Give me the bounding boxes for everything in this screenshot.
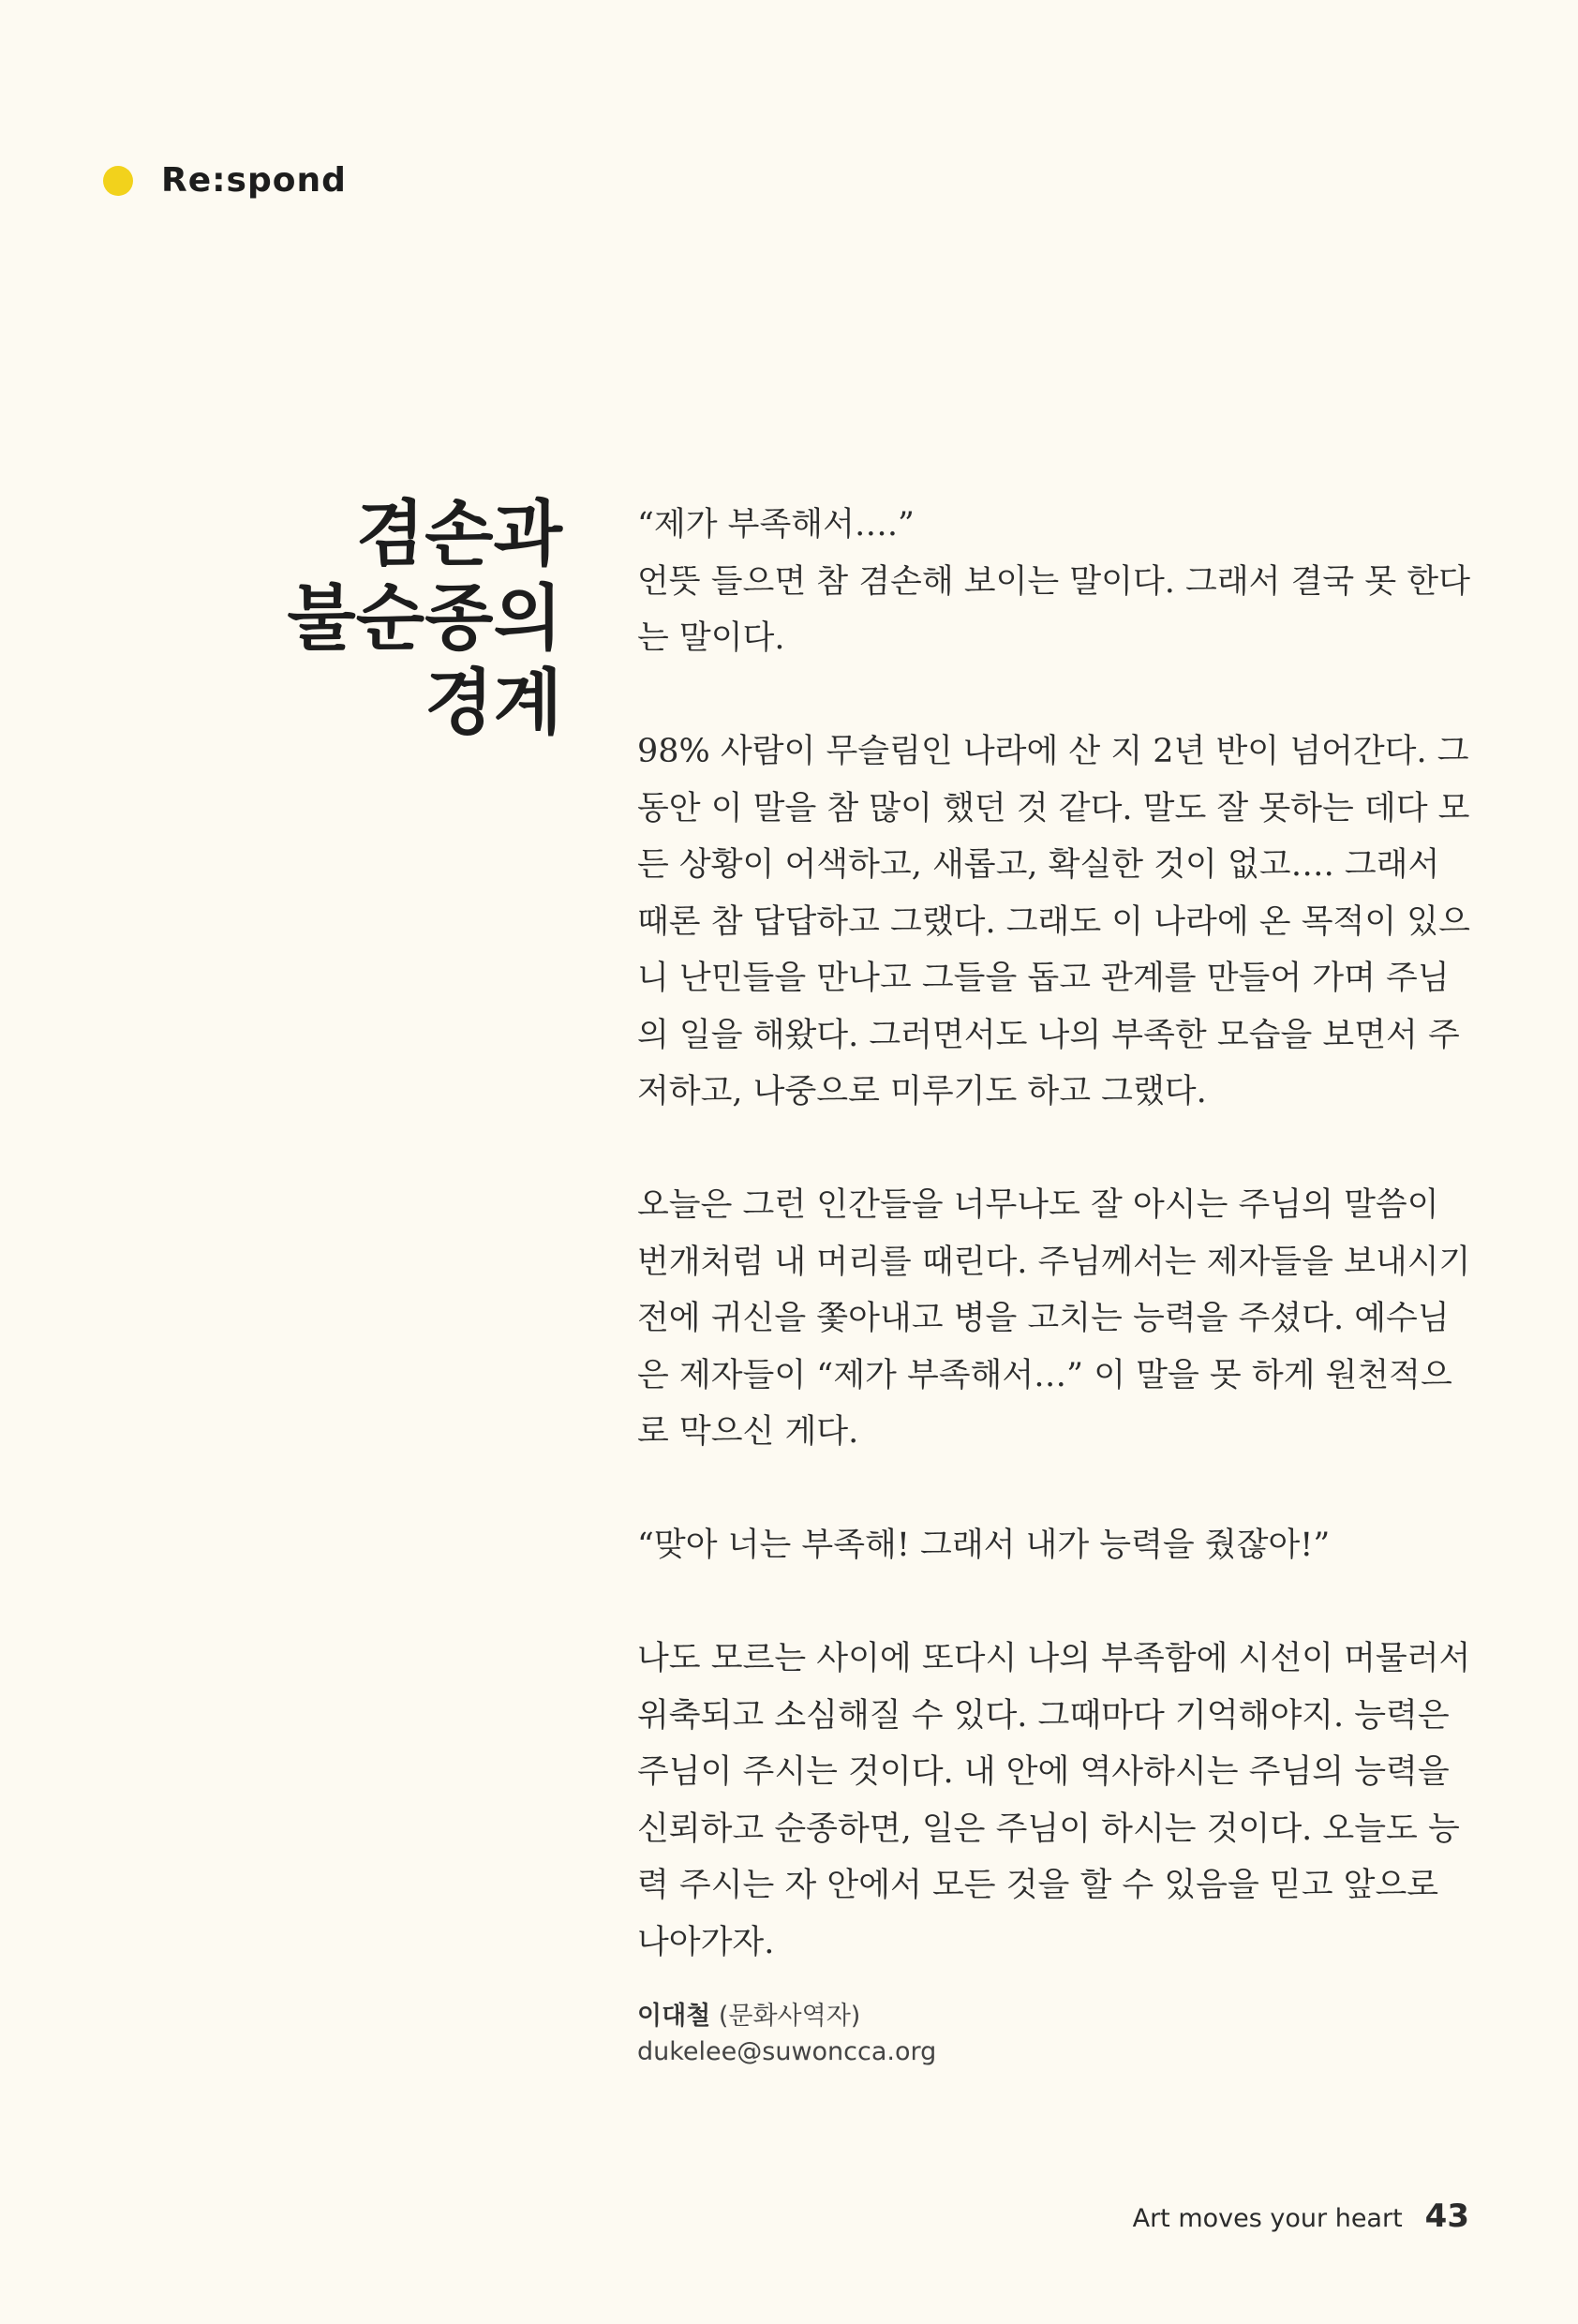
page-footer <box>1133 2197 1469 2235</box>
section-label: Re:spond <box>161 161 347 200</box>
author-role: (문화사역자) <box>718 2002 861 2031</box>
body-paragraph: 98% 사람이 무슬림인 나라에 산 지 2년 반이 넘어간다. 그동안 이 말을 참 많이 했던 것 같다. 말도 잘 못하는 데다 모든 상황이 어색하고, 새롭고, 확실한 것이 없고…. 그래서 때론 참 답답하고 그랬다. 그래도 이 나라에 온 목적이 있으니 난민들을 만나고 그들을 돕고 관계를 만들어 가며 주님의 일을 해왔다. 그러면서도 나의 부족한 모습을 보면서 주저하고, 나중으로 미루기도 하고 그랬다. <box>637 733 1470 1110</box>
footer-tagline: Art moves your heart <box>1132 2204 1403 2233</box>
section-tag <box>103 161 347 200</box>
body-paragraph: 오늘은 그런 인간들을 너무나도 잘 아시는 주님의 말씀이 번개처럼 내 머리를 때린다. 주님께서는 제자들을 보내시기 전에 귀신을 쫓아내고 병을 고치는 능력을 주셨다. 예수님은 제자들이 “제가 부족해서…” 이 말을 못 하게 원천적으로 막으신 게다. <box>637 1186 1471 1451</box>
author-email[interactable]: dukelee@suwoncca.org <box>637 2037 937 2066</box>
article-title <box>287 492 562 745</box>
quote-paragraph: “맞아 너는 부족해! 그래서 내가 능력을 줬잖아!” <box>637 1527 1331 1564</box>
page-number: 43 <box>1424 2197 1469 2235</box>
title-line: 겸손과 <box>355 492 562 575</box>
opening-paragraph: “제가 부족해서….” 언뜻 들으면 참 겸손해 보이는 말이다. 그래서 결국 못 한다는 말이다. <box>637 506 1470 657</box>
title-line: 경계 <box>424 661 562 744</box>
article-body <box>637 497 1471 2028</box>
yellow-dot-icon <box>103 166 133 196</box>
author-name: 이대철 <box>637 2002 711 2031</box>
author-line <box>637 1999 936 2034</box>
author-info <box>637 1999 936 2070</box>
closing-paragraph: 나도 모르는 사이에 또다시 나의 부족함에 시선이 머물러서 위축되고 소심해질 수 있다. 그때마다 기억해야지. 능력은 주님이 주시는 것이다. 내 안에 역사하시는 주님의 능력을 신뢰하고 순종하면, 일은 주님이 하시는 것이다. 오늘도 능력 주시는 자 안에서 모든 것을 할 수 있음을 믿고 앞으로 나아가자. <box>637 1640 1471 1961</box>
title-line: 불순종의 <box>287 576 562 660</box>
